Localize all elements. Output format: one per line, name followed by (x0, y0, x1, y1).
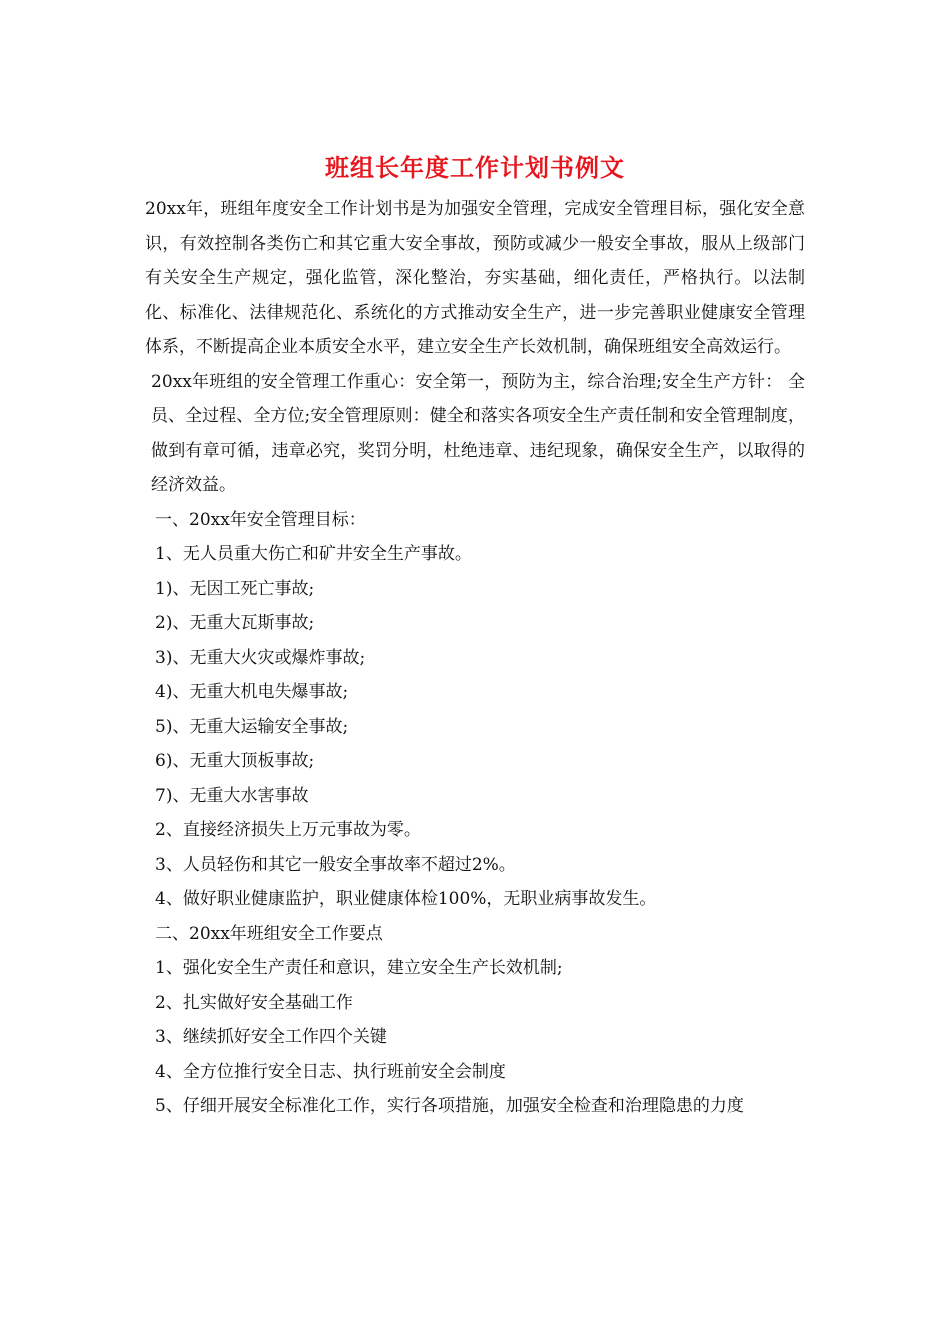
list-item: 5)、无重大运输安全事故; (155, 716, 349, 737)
list-item: 1)、无因工死亡事故; (155, 578, 315, 599)
list-item: 5、仔细开展安全标准化工作，实行各项措施，加强安全检查和治理隐患的力度 (155, 1096, 744, 1116)
list-item: 2、扎实做好安全基础工作 (155, 992, 353, 1013)
list-item: 3)、无重大火灾或爆炸事故; (155, 647, 366, 668)
document-body (145, 192, 805, 1124)
section-heading-key-points: 二、20xx年班组安全工作要点 (155, 923, 383, 944)
list-item: 1、无人员重大伤亡和矿井安全生产事故。 (155, 544, 472, 564)
focus-paragraph: 20xx年班组的安全管理工作重心：安全第一，预防为主，综合治理;安全生产方针： 全员、全过程、全方位;安全管理原则：健全和落实各项安全生产责任制和安全管理制度，做到有章可循，违章必究，奖罚分明，杜绝违章、违纪现象，确保安全生产，以取得的经济效益。 (151, 371, 805, 495)
list-item: 1、强化安全生产责任和意识，建立安全生产长效机制; (155, 958, 563, 978)
list-item: 3、继续抓好安全工作四个关键 (155, 1027, 387, 1047)
list-item: 2、直接经济损失上万元事故为零。 (155, 820, 421, 840)
intro-paragraph: 20xx年，班组年度安全工作计划书是为加强安全管理，完成安全管理目标，强化安全意识，有效控制各类伤亡和其它重大安全事故，预防或减少一般安全事故，服从上级部门有关安全生产规定，强化监管，深化整治，夯实基础，细化责任，严格执行。以法制化、标准化、法律规范化、系统化的方式推动安全生产，进一步完善职业健康安全管理体系，不断提高企业本质安全水平，建立安全生产长效机制，确保班组安全高效运行。 (145, 199, 805, 357)
list-item: 4、做好职业健康监护，职业健康体检100%，无职业病事故发生。 (155, 889, 657, 909)
list-item: 2)、无重大瓦斯事故; (155, 613, 315, 633)
list-item: 4、全方位推行安全日志、执行班前安全会制度 (155, 1061, 506, 1082)
list-item: 6)、无重大顶板事故; (155, 751, 315, 771)
list-item: 7)、无重大水害事故 (155, 785, 309, 806)
section-heading-goals: 一、20xx年安全管理目标： (155, 509, 366, 530)
document-title: 班组长年度工作计划书例文 (325, 153, 625, 182)
list-item: 4)、无重大机电失爆事故; (155, 682, 349, 702)
list-item: 3、人员轻伤和其它一般安全事故率不超过2%。 (155, 854, 516, 875)
